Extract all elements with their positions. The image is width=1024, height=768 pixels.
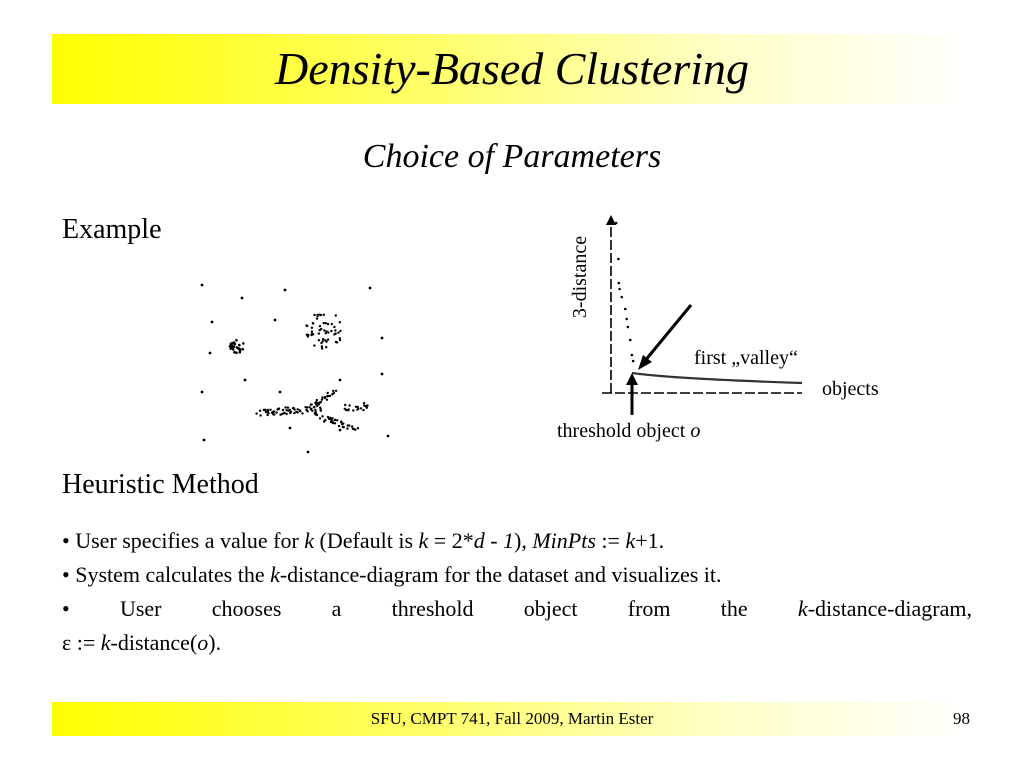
scatter-point bbox=[327, 323, 329, 325]
scatter-point bbox=[348, 408, 350, 410]
scatter-point bbox=[348, 404, 350, 406]
scatter-point bbox=[331, 323, 333, 325]
scatter-point bbox=[344, 404, 346, 406]
scatter-point bbox=[387, 435, 390, 438]
scatter-point bbox=[231, 342, 234, 345]
scatter-point bbox=[266, 409, 268, 411]
scatter-point bbox=[327, 331, 329, 333]
scatter-point bbox=[328, 418, 330, 420]
scatter-point bbox=[290, 411, 292, 413]
scatter-point bbox=[363, 402, 365, 404]
valley-arrow bbox=[644, 305, 691, 362]
scatter-point bbox=[310, 408, 312, 410]
scatter-point bbox=[348, 424, 350, 426]
scatter-point bbox=[237, 347, 240, 350]
bullet-list bbox=[62, 524, 972, 660]
scatter-point bbox=[355, 406, 357, 408]
k-distance-point bbox=[617, 282, 620, 285]
scatter-point bbox=[317, 402, 319, 404]
example-heading: Example bbox=[62, 214, 162, 245]
scatter-point bbox=[362, 409, 364, 411]
scatter-point bbox=[255, 412, 257, 414]
slide-subtitle: Choice of Parameters bbox=[362, 138, 662, 175]
k-distance-curve-points bbox=[615, 222, 635, 363]
bullet-1: • User specifies a value for k (Default is k = 2*d - 1), MinPts := k+1. bbox=[62, 528, 665, 553]
scatter-point bbox=[316, 314, 318, 316]
scatter-point bbox=[312, 322, 314, 324]
scatter-point bbox=[241, 297, 244, 300]
scatter-point bbox=[201, 391, 204, 394]
threshold-label: threshold object o bbox=[557, 420, 701, 442]
scatter-point bbox=[319, 325, 321, 327]
scatter-point bbox=[369, 287, 372, 290]
scatter-point bbox=[318, 332, 320, 334]
scatter-point bbox=[242, 342, 245, 345]
scatter-point bbox=[319, 417, 321, 419]
scatter-point bbox=[316, 414, 318, 416]
scatter-point bbox=[289, 427, 292, 430]
scatter-point bbox=[314, 402, 316, 404]
scatter-point bbox=[313, 314, 315, 316]
scatter-point bbox=[308, 406, 310, 408]
slide-title: Density-Based Clustering bbox=[275, 43, 749, 94]
scatter-point bbox=[336, 341, 338, 343]
scatter-point bbox=[336, 419, 338, 421]
scatter-point bbox=[238, 344, 241, 347]
scatter-point bbox=[311, 331, 313, 333]
scatter-point bbox=[345, 409, 347, 411]
scatter-point bbox=[339, 321, 341, 323]
y-axis-label: 3-distance bbox=[569, 235, 591, 319]
scatter-point bbox=[316, 317, 318, 319]
scatter-point bbox=[305, 324, 307, 326]
scatter-point bbox=[259, 414, 261, 416]
scatter-point bbox=[232, 345, 235, 348]
y-axis-arrowhead bbox=[606, 215, 616, 225]
scatter-point bbox=[319, 329, 321, 331]
scatter-point bbox=[326, 399, 328, 401]
scatter-point bbox=[232, 348, 235, 351]
scatter-point bbox=[339, 429, 342, 432]
scatter-point bbox=[311, 403, 313, 405]
scatter-point bbox=[331, 420, 333, 422]
scatter-point bbox=[341, 423, 343, 425]
scatter-point bbox=[201, 284, 204, 287]
scatter-point bbox=[287, 410, 289, 412]
scatter-point bbox=[327, 392, 329, 394]
k-distance-diagram bbox=[540, 205, 920, 455]
scatter-point bbox=[263, 409, 265, 411]
scatter-point bbox=[271, 412, 273, 414]
scatter-point bbox=[275, 411, 277, 413]
k-distance-point bbox=[627, 326, 630, 329]
scatter-point bbox=[357, 408, 359, 410]
scatter-point bbox=[316, 405, 318, 407]
scatter-point bbox=[351, 425, 353, 427]
scatter-point bbox=[297, 408, 299, 410]
heuristic-heading: Heuristic Method bbox=[62, 469, 259, 500]
scatter-point bbox=[306, 406, 308, 408]
k-distance-point bbox=[625, 318, 628, 321]
scatter-point bbox=[319, 407, 321, 409]
scatter-point bbox=[335, 314, 337, 316]
scatter-point bbox=[287, 406, 289, 408]
scatter-point bbox=[335, 390, 337, 392]
scatter-point bbox=[307, 410, 309, 412]
k-distance-point bbox=[620, 296, 623, 299]
bullet-2: • System calculates the k-distance-diagram for the dataset and visualizes it. bbox=[62, 562, 722, 587]
valley-label: first „valley“ bbox=[694, 347, 798, 369]
bullet-3-continuation: ε := k-distance(o). bbox=[62, 630, 222, 655]
scatter-point bbox=[334, 419, 336, 421]
scatter-point bbox=[320, 314, 322, 316]
scatter-points bbox=[201, 284, 390, 454]
scatter-point bbox=[318, 339, 320, 341]
scatter-point bbox=[352, 428, 354, 430]
example-scatter-plot bbox=[190, 270, 400, 465]
scatter-point bbox=[299, 410, 301, 412]
scatter-point bbox=[330, 330, 332, 332]
scatter-point bbox=[365, 405, 367, 407]
scatter-point bbox=[323, 322, 325, 324]
scatter-point bbox=[276, 408, 278, 410]
scatter-point bbox=[339, 379, 342, 382]
k-distance-point bbox=[617, 258, 620, 261]
scatter-point bbox=[301, 412, 303, 414]
k-distance-point bbox=[632, 360, 635, 363]
bullet-3: • User chooses a threshold object from the k-distance-diagram, bbox=[62, 596, 972, 621]
scatter-point bbox=[333, 326, 335, 328]
scatter-point bbox=[324, 397, 326, 399]
scatter-point bbox=[203, 439, 206, 442]
scatter-point bbox=[338, 425, 340, 427]
scatter-point bbox=[357, 427, 359, 429]
scatter-point bbox=[274, 319, 277, 322]
scatter-point bbox=[311, 327, 313, 329]
x-axis-label: objects bbox=[822, 378, 879, 400]
scatter-point bbox=[269, 409, 271, 411]
valley-arrowhead bbox=[638, 355, 652, 370]
scatter-point bbox=[333, 392, 335, 394]
scatter-point bbox=[327, 338, 329, 340]
scatter-point bbox=[266, 414, 268, 416]
scatter-point bbox=[346, 427, 348, 429]
scatter-point bbox=[281, 413, 283, 415]
scatter-point bbox=[340, 420, 342, 422]
scatter-point bbox=[381, 337, 384, 340]
scatter-point bbox=[321, 396, 323, 398]
scatter-point bbox=[209, 352, 212, 355]
scatter-point bbox=[337, 332, 339, 334]
scatter-point bbox=[381, 373, 384, 376]
scatter-point bbox=[360, 407, 362, 409]
scatter-point bbox=[211, 321, 214, 324]
scatter-point bbox=[322, 340, 324, 342]
scatter-point bbox=[313, 406, 315, 408]
scatter-point bbox=[329, 395, 331, 397]
footer-text: SFU, CMPT 741, Fall 2009, Martin Ester bbox=[370, 709, 654, 728]
scatter-point bbox=[319, 401, 321, 403]
scatter-point bbox=[282, 409, 284, 411]
k-distance-point bbox=[615, 222, 618, 225]
scatter-point bbox=[312, 333, 314, 335]
scatter-point bbox=[323, 329, 325, 331]
scatter-point bbox=[323, 314, 325, 316]
scatter-point bbox=[313, 344, 315, 346]
k-distance-point bbox=[618, 288, 621, 291]
threshold-arrowhead bbox=[626, 373, 638, 385]
scatter-point bbox=[292, 407, 294, 409]
scatter-point bbox=[239, 350, 242, 353]
scatter-point bbox=[334, 329, 336, 331]
scatter-point bbox=[293, 412, 295, 414]
scatter-point bbox=[339, 330, 341, 332]
scatter-point bbox=[343, 426, 345, 428]
scatter-point bbox=[332, 390, 334, 392]
scatter-point bbox=[284, 289, 287, 292]
k-distance-point bbox=[629, 339, 632, 342]
scatter-point bbox=[316, 399, 318, 401]
scatter-point bbox=[235, 339, 238, 342]
scatter-point bbox=[322, 338, 324, 340]
scatter-point bbox=[321, 398, 323, 400]
scatter-point bbox=[295, 411, 297, 413]
scatter-point bbox=[354, 429, 356, 431]
scatter-point bbox=[324, 419, 326, 421]
scatter-point bbox=[339, 337, 341, 339]
scatter-point bbox=[321, 347, 323, 349]
scatter-point bbox=[259, 410, 261, 412]
page-number: 98 bbox=[953, 709, 970, 728]
scatter-point bbox=[325, 346, 327, 348]
scatter-point bbox=[307, 451, 310, 454]
k-distance-curve-tail bbox=[632, 373, 802, 383]
scatter-point bbox=[333, 333, 335, 335]
scatter-point bbox=[352, 409, 354, 411]
scatter-point bbox=[320, 410, 322, 412]
scatter-point bbox=[279, 391, 282, 394]
scatter-point bbox=[286, 413, 288, 415]
k-distance-point bbox=[631, 354, 634, 357]
k-distance-point bbox=[624, 308, 627, 311]
scatter-point bbox=[235, 352, 238, 355]
scatter-point bbox=[325, 322, 327, 324]
scatter-point bbox=[284, 406, 286, 408]
scatter-point bbox=[321, 415, 323, 417]
scatter-point bbox=[307, 334, 309, 336]
scatter-point bbox=[314, 409, 316, 411]
scatter-point bbox=[244, 379, 247, 382]
scatter-point bbox=[324, 339, 326, 341]
scatter-point bbox=[242, 348, 245, 351]
